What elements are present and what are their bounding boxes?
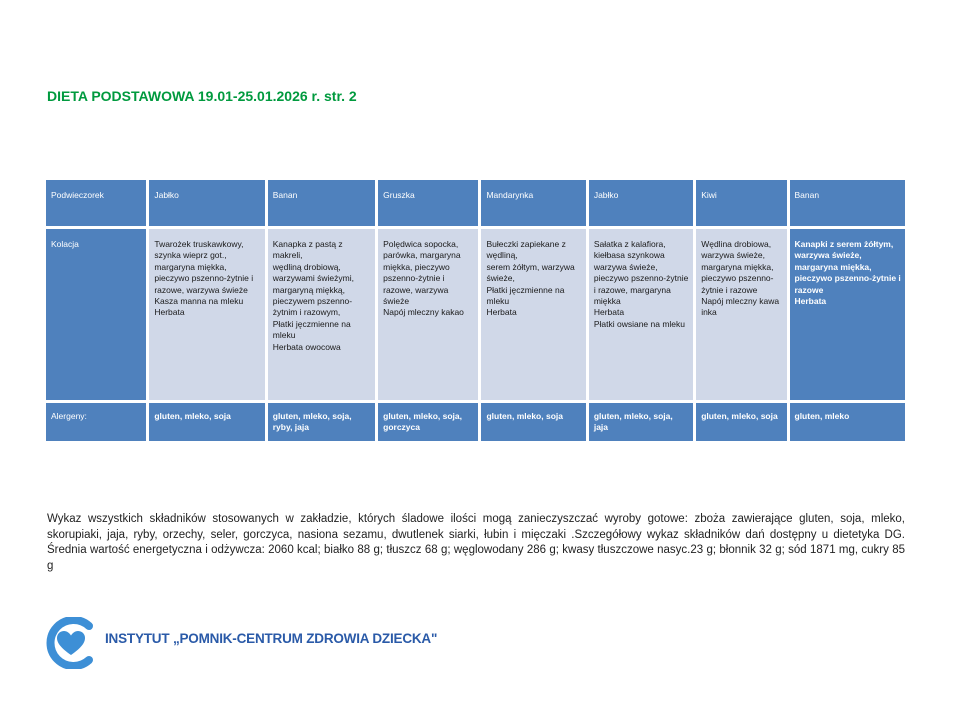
cell-podwieczorek-5: Jabłko (589, 180, 693, 226)
cell-kolacja-5: Sałatka z kalafiora, kiełbasa szynkowa warzywa świeże, pieczywo pszenno-żytnie i razowe, margaryna miękka Herbata Płatki owsiane na mleku (589, 229, 693, 400)
cell-podwieczorek-2: Banan (268, 180, 375, 226)
allergen-note: Wykaz wszystkich składników stosowanych w zakładzie, których śladowe ilości mogą zanieczyszczać wyroby gotowe: zboża zawierające gluten, soja, mleko, skorupiaki, jaja, ryby, orzechy, seler, gorczyca, nasiona sezamu, dwutlenek siarki, łubin i mięczaki .Szczegółowy wykaz składników dań dostępny u dietetyka DG. Średnia wartość energetyczna i odżywcza: 2060 kcal; białko 88 g; tłuszcz 68 g; węglowodany 286 g; kwasy tłuszczowe nasyc.23 g; błonnik 32 g; sód 1871 mg, cukry 85 g (47, 513, 905, 572)
cell-alergeny-3: gluten, mleko, soja, gorczyca (378, 403, 478, 441)
cell-podwieczorek-6: Kiwi (696, 180, 786, 226)
institute-name: INSTYTUT „POMNIK-CENTRUM ZDROWIA DZIECKA" (105, 631, 438, 646)
heart-c-logo-icon (43, 617, 101, 669)
diet-table (43, 177, 908, 444)
page-title: DIETA PODSTAWOWA 19.01-25.01.2026 r. str. 2 (47, 88, 357, 104)
cell-alergeny-4: gluten, mleko, soja (481, 403, 585, 441)
cell-alergeny-6: gluten, mleko, soja (696, 403, 786, 441)
cell-alergeny-5: gluten, mleko, soja, jaja (589, 403, 693, 441)
cell-podwieczorek-4: Mandarynka (481, 180, 585, 226)
row-label-kolacja: Kolacja (46, 229, 146, 400)
cell-kolacja-2: Kanapka z pastą z makreli, wędliną drobiową, warzywami świeżymi, margaryną miękką, pieczywem pszenno-żytnim i razowym, Płatki jęczmienne na mleku Herbata owocowa (268, 229, 375, 400)
cell-kolacja-7: Kanapki z serem żółtym, warzywa świeże, margaryna miękka, pieczywo pszenno-żytnie i razowe Herbata (790, 229, 906, 400)
institute-logo (43, 617, 463, 669)
cell-podwieczorek-7: Banan (790, 180, 906, 226)
row-label-podwieczorek: Podwieczorek (46, 180, 146, 226)
cell-kolacja-3: Polędwica sopocka, parówka, margaryna miękka, pieczywo pszenno-żytnie i razowe, warzywa świeże Napój mleczny kakao (378, 229, 478, 400)
cell-alergeny-2: gluten, mleko, soja, ryby, jaja (268, 403, 375, 441)
row-label-alergeny: Alergeny: (46, 403, 146, 441)
row-alergeny (46, 403, 905, 441)
cell-alergeny-7: gluten, mleko (790, 403, 906, 441)
cell-kolacja-6: Wędlina drobiowa, warzywa świeże, margaryna miękka, pieczywo pszenno-żytnie i razowe Napój mleczny kawa inka (696, 229, 786, 400)
row-kolacja (46, 229, 905, 400)
cell-podwieczorek-3: Gruszka (378, 180, 478, 226)
cell-kolacja-4: Bułeczki zapiekane z wędliną, serem żółtym, warzywa świeże, Płatki jęczmienne na mleku Herbata (481, 229, 585, 400)
cell-kolacja-1: Twarożek truskawkowy, szynka wieprz got., margaryna miękka, pieczywo pszenno-żytnie i razowe, warzywa świeże Kasza manna na mleku Herbata (149, 229, 264, 400)
row-podwieczorek (46, 180, 905, 226)
cell-podwieczorek-1: Jabłko (149, 180, 264, 226)
cell-alergeny-1: gluten, mleko, soja (149, 403, 264, 441)
